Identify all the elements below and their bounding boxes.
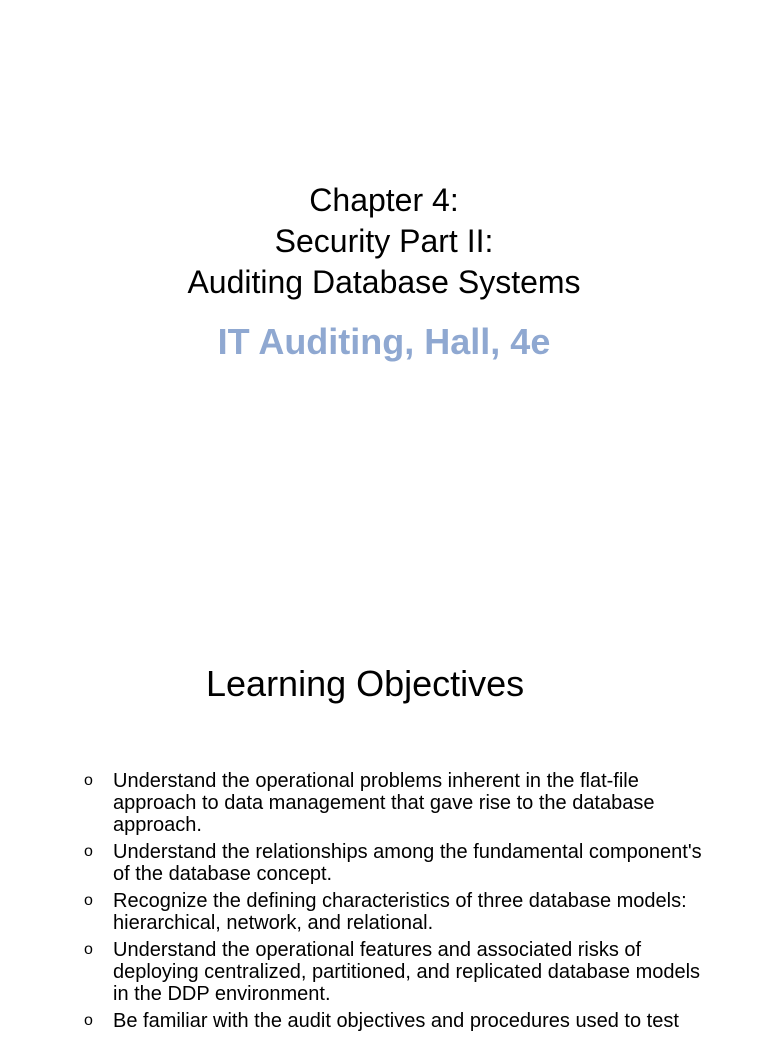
bullet-icon: o [84, 772, 93, 789]
list-item [84, 770, 704, 836]
bullet-icon: o [84, 892, 93, 909]
objectives-list [84, 770, 704, 1037]
objective-text: Be familiar with the audit objectives and procedures used to test [113, 1010, 679, 1032]
objective-text: Understand the operational problems inherent in the flat-file approach to data management that gave rise to the database approach. [113, 770, 655, 836]
slide-title [0, 180, 768, 303]
objective-text: Recognize the defining characteristics of three database models: hierarchical, network, and relational. [113, 890, 687, 934]
title-part: Security Part II: [274, 223, 494, 259]
list-item [84, 1010, 704, 1032]
bullet-icon: o [84, 941, 93, 958]
list-item [84, 841, 704, 885]
bullet-icon: o [84, 843, 93, 860]
list-item [84, 890, 704, 934]
title-topic: Auditing Database Systems [187, 264, 581, 300]
objective-text: Understand the relationships among the fundamental component's of the database concept. [113, 841, 702, 885]
learning-objectives-heading: Learning Objectives [206, 663, 525, 704]
list-item [84, 939, 704, 1005]
bullet-icon: o [84, 1012, 93, 1029]
objective-text: Understand the operational features and associated risks of deploying centralized, partitioned, and replicated database models in the DDP environment. [113, 939, 701, 1005]
book-subtitle: IT Auditing, Hall, 4e [217, 321, 551, 362]
title-chapter: Chapter 4: [309, 182, 459, 218]
